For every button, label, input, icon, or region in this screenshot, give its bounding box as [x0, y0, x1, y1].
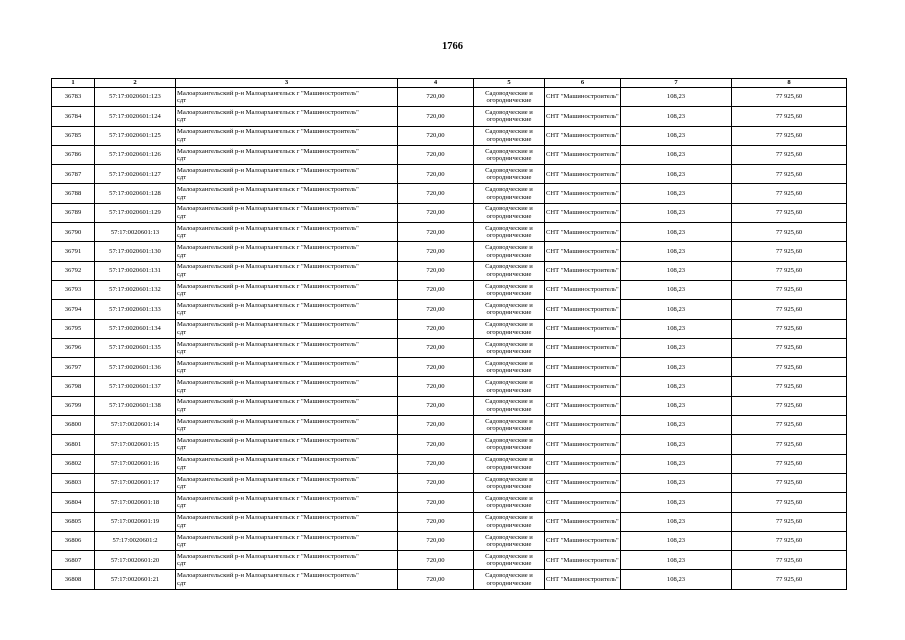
cadastral-number-cell: 57:17:0020601:126 — [95, 145, 176, 164]
land-use-category-cell: Садоводческие и огороднические — [474, 473, 545, 492]
row-number-cell: 36786 — [52, 145, 95, 164]
area-cell: 720,00 — [398, 473, 474, 492]
cadastral-value-cell: 77 925,60 — [732, 512, 847, 531]
cadastral-value-cell: 77 925,60 — [732, 377, 847, 396]
row-number-cell: 36803 — [52, 473, 95, 492]
address-text: Малоархангельский р-н Малоархангельск г "Машиностроитель" — [177, 147, 359, 155]
address-cell — [176, 454, 398, 473]
address-cell — [176, 88, 398, 107]
land-use-category-cell: Садоводческие и огороднические — [474, 396, 545, 415]
land-use-category-cell: Садоводческие и огороднические — [474, 319, 545, 338]
address-cell — [176, 493, 398, 512]
land-use-category-cell: Садоводческие и огороднические — [474, 570, 545, 589]
rate-cell: 108,23 — [621, 280, 732, 299]
organization-cell: СНТ "Машиностроитель" — [545, 300, 621, 319]
address-text: Малоархангельский р-н Малоархангельск г "Машиностроитель" — [177, 340, 359, 348]
table-row — [52, 338, 847, 357]
address-suffix: сдт — [177, 135, 187, 143]
address-suffix: сдт — [177, 116, 187, 124]
cadastral-number-cell: 57:17:0020601:135 — [95, 338, 176, 357]
rate-cell: 108,23 — [621, 396, 732, 415]
table-row — [52, 126, 847, 145]
address-suffix: сдт — [177, 483, 187, 491]
area-cell: 720,00 — [398, 435, 474, 454]
table-row — [52, 570, 847, 589]
organization-cell: СНТ "Машиностроитель" — [545, 531, 621, 550]
organization-cell: СНТ "Машиностроитель" — [545, 377, 621, 396]
address-text: Малоархангельский р-н Малоархангельск г "Машиностроитель" — [177, 514, 359, 522]
address-text: Малоархангельский р-н Малоархангельск г "Машиностроитель" — [177, 321, 359, 329]
rate-cell: 108,23 — [621, 416, 732, 435]
address-cell — [176, 319, 398, 338]
row-number-cell: 36805 — [52, 512, 95, 531]
address-suffix: сдт — [177, 425, 187, 433]
land-use-category-cell: Садоводческие и огороднические — [474, 416, 545, 435]
cadastral-number-cell: 57:17:0020601:123 — [95, 88, 176, 107]
cadastral-number-cell: 57:17:0020601:131 — [95, 261, 176, 280]
organization-cell: СНТ "Машиностроитель" — [545, 570, 621, 589]
rate-cell: 108,23 — [621, 358, 732, 377]
address-text: Малоархангельский р-н Малоархангельск г "Машиностроитель" — [177, 301, 359, 309]
cadastral-number-cell: 57:17:0020601:21 — [95, 570, 176, 589]
table-row — [52, 531, 847, 550]
address-cell — [176, 416, 398, 435]
address-text: Малоархангельский р-н Малоархангельск г "Машиностроитель" — [177, 224, 359, 232]
address-text: Малоархангельский р-н Малоархангельск г "Машиностроитель" — [177, 166, 359, 174]
land-use-category-cell: Садоводческие и огороднические — [474, 377, 545, 396]
organization-cell: СНТ "Машиностроитель" — [545, 223, 621, 242]
rate-cell: 108,23 — [621, 338, 732, 357]
organization-cell: СНТ "Машиностроитель" — [545, 126, 621, 145]
area-cell: 720,00 — [398, 319, 474, 338]
cadastral-number-cell: 57:17:0020601:134 — [95, 319, 176, 338]
address-text: Малоархангельский р-н Малоархангельск г "Машиностроитель" — [177, 244, 359, 252]
row-number-cell: 36800 — [52, 416, 95, 435]
table-body — [52, 88, 847, 590]
table-row — [52, 107, 847, 126]
table-row — [52, 261, 847, 280]
organization-cell: СНТ "Машиностроитель" — [545, 242, 621, 261]
land-use-category-cell: Садоводческие и огороднические — [474, 223, 545, 242]
rate-cell: 108,23 — [621, 126, 732, 145]
land-use-category-cell: Садоводческие и огороднические — [474, 242, 545, 261]
cadastral-value-cell: 77 925,60 — [732, 319, 847, 338]
cadastral-value-cell: 77 925,60 — [732, 107, 847, 126]
rate-cell: 108,23 — [621, 551, 732, 570]
organization-cell: СНТ "Машиностроитель" — [545, 145, 621, 164]
rate-cell: 108,23 — [621, 473, 732, 492]
address-text: Малоархангельский р-н Малоархангельск г "Машиностроитель" — [177, 398, 359, 406]
rate-cell: 108,23 — [621, 184, 732, 203]
organization-cell: СНТ "Машиностроитель" — [545, 319, 621, 338]
row-number-cell: 36788 — [52, 184, 95, 203]
cadastral-value-cell: 77 925,60 — [732, 165, 847, 184]
land-use-category-cell: Садоводческие и огороднические — [474, 512, 545, 531]
rate-cell: 108,23 — [621, 493, 732, 512]
rate-cell: 108,23 — [621, 319, 732, 338]
address-cell — [176, 473, 398, 492]
cadastral-number-cell: 57:17:0020601:15 — [95, 435, 176, 454]
area-cell: 720,00 — [398, 223, 474, 242]
address-text: Малоархангельский р-н Малоархангельск г "Машиностроитель" — [177, 186, 359, 194]
address-cell — [176, 184, 398, 203]
cadastral-number-cell: 57:17:0020601:138 — [95, 396, 176, 415]
address-text: Малоархангельский р-н Малоархангельск г "Машиностроитель" — [177, 552, 359, 560]
address-cell — [176, 203, 398, 222]
row-number-cell: 36791 — [52, 242, 95, 261]
header-cell: 7 — [621, 79, 732, 88]
area-cell: 720,00 — [398, 280, 474, 299]
cadastral-value-cell: 77 925,60 — [732, 358, 847, 377]
address-cell — [176, 377, 398, 396]
address-cell — [176, 145, 398, 164]
cadastral-number-cell: 57:17:0020601:13 — [95, 223, 176, 242]
table-row — [52, 280, 847, 299]
header-row — [52, 79, 847, 88]
area-cell: 720,00 — [398, 416, 474, 435]
address-cell — [176, 358, 398, 377]
address-suffix: сдт — [177, 463, 187, 471]
row-number-cell: 36808 — [52, 570, 95, 589]
land-use-category-cell: Садоводческие и огороднические — [474, 107, 545, 126]
land-use-category-cell: Садоводческие и огороднические — [474, 145, 545, 164]
row-number-cell: 36795 — [52, 319, 95, 338]
cadastral-value-cell: 77 925,60 — [732, 300, 847, 319]
row-number-cell: 36796 — [52, 338, 95, 357]
table-row — [52, 88, 847, 107]
cadastral-number-cell: 57:17:0020601:137 — [95, 377, 176, 396]
cadastral-number-cell: 57:17:0020601:128 — [95, 184, 176, 203]
address-cell — [176, 512, 398, 531]
area-cell: 720,00 — [398, 145, 474, 164]
page-number: 1766 — [442, 41, 463, 52]
organization-cell: СНТ "Машиностроитель" — [545, 280, 621, 299]
row-number-cell: 36798 — [52, 377, 95, 396]
address-cell — [176, 242, 398, 261]
address-suffix: сдт — [177, 290, 187, 298]
address-suffix: сдт — [177, 232, 187, 240]
land-use-category-cell: Садоводческие и огороднические — [474, 435, 545, 454]
header-cell: 8 — [732, 79, 847, 88]
cadastral-number-cell: 57:17:0020601:2 — [95, 531, 176, 550]
rate-cell: 108,23 — [621, 512, 732, 531]
cadastral-number-cell: 57:17:0020601:127 — [95, 165, 176, 184]
row-number-cell: 36783 — [52, 88, 95, 107]
address-cell — [176, 126, 398, 145]
table-row — [52, 454, 847, 473]
area-cell: 720,00 — [398, 377, 474, 396]
row-number-cell: 36789 — [52, 203, 95, 222]
area-cell: 720,00 — [398, 551, 474, 570]
address-suffix: сдт — [177, 328, 187, 336]
address-text: Малоархангельский р-н Малоархангельск г "Машиностроитель" — [177, 205, 359, 213]
address-suffix: сдт — [177, 174, 187, 182]
organization-cell: СНТ "Машиностроитель" — [545, 435, 621, 454]
address-text: Малоархангельский р-н Малоархангельск г "Машиностроитель" — [177, 109, 359, 116]
cadastral-number-cell: 57:17:0020601:14 — [95, 416, 176, 435]
rate-cell: 108,23 — [621, 377, 732, 396]
cadastral-value-cell: 77 925,60 — [732, 531, 847, 550]
organization-cell: СНТ "Машиностроитель" — [545, 416, 621, 435]
row-number-cell: 36787 — [52, 165, 95, 184]
cadastral-value-cell: 77 925,60 — [732, 184, 847, 203]
table-row — [52, 551, 847, 570]
table-row — [52, 300, 847, 319]
area-cell: 720,00 — [398, 203, 474, 222]
row-number-cell: 36784 — [52, 107, 95, 126]
cadastral-number-cell: 57:17:0020601:132 — [95, 280, 176, 299]
cadastral-number-cell: 57:17:0020601:124 — [95, 107, 176, 126]
rate-cell: 108,23 — [621, 570, 732, 589]
cadastral-value-cell: 77 925,60 — [732, 473, 847, 492]
table-row — [52, 184, 847, 203]
land-use-category-cell: Садоводческие и огороднические — [474, 551, 545, 570]
cadastral-number-cell: 57:17:0020601:133 — [95, 300, 176, 319]
land-use-category-cell: Садоводческие и огороднические — [474, 203, 545, 222]
land-use-category-cell: Садоводческие и огороднические — [474, 493, 545, 512]
cadastral-number-cell: 57:17:0020601:20 — [95, 551, 176, 570]
header-cell: 5 — [474, 79, 545, 88]
address-cell — [176, 551, 398, 570]
organization-cell: СНТ "Машиностроитель" — [545, 358, 621, 377]
cadastral-value-cell: 77 925,60 — [732, 338, 847, 357]
address-suffix: сдт — [177, 521, 187, 529]
organization-cell: СНТ "Машиностроитель" — [545, 338, 621, 357]
cadastral-number-cell: 57:17:0020601:136 — [95, 358, 176, 377]
address-suffix: сдт — [177, 309, 187, 317]
table-row — [52, 377, 847, 396]
address-cell — [176, 396, 398, 415]
address-text: Малоархангельский р-н Малоархангельск г "Машиностроитель" — [177, 263, 359, 271]
address-cell — [176, 261, 398, 280]
table-row — [52, 319, 847, 338]
row-number-cell: 36785 — [52, 126, 95, 145]
rate-cell: 108,23 — [621, 107, 732, 126]
address-suffix: сдт — [177, 502, 187, 510]
table-row — [52, 165, 847, 184]
cadastral-number-cell: 57:17:0020601:125 — [95, 126, 176, 145]
table-row — [52, 512, 847, 531]
organization-cell: СНТ "Машиностроитель" — [545, 454, 621, 473]
cadastral-value-cell: 77 925,60 — [732, 435, 847, 454]
cadastral-value-cell: 77 925,60 — [732, 261, 847, 280]
address-suffix: сдт — [177, 193, 187, 201]
organization-cell: СНТ "Машиностроитель" — [545, 107, 621, 126]
organization-cell: СНТ "Машиностроитель" — [545, 165, 621, 184]
cadastral-value-cell: 77 925,60 — [732, 145, 847, 164]
land-use-category-cell: Садоводческие и огороднические — [474, 300, 545, 319]
table-row — [52, 416, 847, 435]
table-row — [52, 242, 847, 261]
address-cell — [176, 531, 398, 550]
header-cell: 4 — [398, 79, 474, 88]
area-cell: 720,00 — [398, 261, 474, 280]
row-number-cell: 36792 — [52, 261, 95, 280]
rate-cell: 108,23 — [621, 145, 732, 164]
address-cell — [176, 300, 398, 319]
row-number-cell: 36794 — [52, 300, 95, 319]
land-use-category-cell: Садоводческие и огороднические — [474, 338, 545, 357]
address-cell — [176, 165, 398, 184]
header-cell: 3 — [176, 79, 398, 88]
organization-cell: СНТ "Машиностроитель" — [545, 493, 621, 512]
rate-cell: 108,23 — [621, 435, 732, 454]
cadastral-value-cell: 77 925,60 — [732, 126, 847, 145]
cadastral-number-cell: 57:17:0020601:130 — [95, 242, 176, 261]
row-number-cell: 36790 — [52, 223, 95, 242]
address-text: Малоархангельский р-н Малоархангельск г "Машиностроитель" — [177, 494, 359, 502]
land-use-category-cell: Садоводческие и огороднические — [474, 358, 545, 377]
cadastral-value-cell: 77 925,60 — [732, 493, 847, 512]
address-cell — [176, 435, 398, 454]
land-use-category-cell: Садоводческие и огороднические — [474, 88, 545, 107]
cadastral-value-cell: 77 925,60 — [732, 570, 847, 589]
address-text: Малоархангельский р-н Малоархангельск г "Машиностроитель" — [177, 572, 359, 580]
address-cell — [176, 570, 398, 589]
rate-cell: 108,23 — [621, 454, 732, 473]
cadastral-value-cell: 77 925,60 — [732, 416, 847, 435]
cadastral-number-cell: 57:17:0020601:17 — [95, 473, 176, 492]
table-row — [52, 203, 847, 222]
row-number-cell: 36797 — [52, 358, 95, 377]
cadastral-value-cell: 77 925,60 — [732, 88, 847, 107]
row-number-cell: 36799 — [52, 396, 95, 415]
land-use-category-cell: Садоводческие и огороднические — [474, 454, 545, 473]
cadastral-number-cell: 57:17:0020601:129 — [95, 203, 176, 222]
row-number-cell: 36802 — [52, 454, 95, 473]
address-suffix: сдт — [177, 97, 187, 105]
table-row — [52, 493, 847, 512]
land-use-category-cell: Садоводческие и огороднические — [474, 531, 545, 550]
land-use-category-cell: Садоводческие и огороднические — [474, 126, 545, 145]
address-cell — [176, 338, 398, 357]
land-use-category-cell: Садоводческие и огороднические — [474, 184, 545, 203]
rate-cell: 108,23 — [621, 203, 732, 222]
land-use-category-cell: Садоводческие и огороднические — [474, 280, 545, 299]
address-text: Малоархангельский р-н Малоархангельск г "Машиностроитель" — [177, 379, 359, 387]
area-cell: 720,00 — [398, 454, 474, 473]
cadastral-value-cell: 77 925,60 — [732, 223, 847, 242]
table-row — [52, 145, 847, 164]
area-cell: 720,00 — [398, 88, 474, 107]
organization-cell: СНТ "Машиностроитель" — [545, 512, 621, 531]
table-row — [52, 358, 847, 377]
land-use-category-cell: Садоводческие и огороднические — [474, 261, 545, 280]
table-row — [52, 435, 847, 454]
rate-cell: 108,23 — [621, 242, 732, 261]
address-suffix: сдт — [177, 405, 187, 413]
cadastral-value-cell: 77 925,60 — [732, 242, 847, 261]
area-cell: 720,00 — [398, 107, 474, 126]
cadastral-value-cell: 77 925,60 — [732, 203, 847, 222]
area-cell: 720,00 — [398, 358, 474, 377]
area-cell: 720,00 — [398, 512, 474, 531]
address-text: Малоархангельский р-н Малоархангельск г "Машиностроитель" — [177, 359, 359, 367]
address-suffix: сдт — [177, 444, 187, 452]
address-suffix: сдт — [177, 212, 187, 220]
area-cell: 720,00 — [398, 184, 474, 203]
area-cell: 720,00 — [398, 338, 474, 357]
organization-cell: СНТ "Машиностроитель" — [545, 184, 621, 203]
address-text: Малоархангельский р-н Малоархангельск г "Машиностроитель" — [177, 475, 359, 483]
row-number-cell: 36801 — [52, 435, 95, 454]
address-text: Малоархангельский р-н Малоархангельск г "Машиностроитель" — [177, 417, 359, 425]
organization-cell: СНТ "Машиностроитель" — [545, 551, 621, 570]
cadastral-number-cell: 57:17:0020601:18 — [95, 493, 176, 512]
registry-table — [51, 78, 847, 590]
header-cell: 1 — [52, 79, 95, 88]
address-text: Малоархангельский р-н Малоархангельск г "Машиностроитель" — [177, 128, 359, 136]
address-text: Малоархангельский р-н Малоархангельск г "Машиностроитель" — [177, 282, 359, 290]
address-suffix: сдт — [177, 579, 187, 587]
table-row — [52, 223, 847, 242]
organization-cell: СНТ "Машиностроитель" — [545, 473, 621, 492]
header-cell: 2 — [95, 79, 176, 88]
organization-cell: СНТ "Машиностроитель" — [545, 261, 621, 280]
row-number-cell: 36793 — [52, 280, 95, 299]
address-cell — [176, 223, 398, 242]
address-text: Малоархангельский р-н Малоархангельск г "Машиностроитель" — [177, 456, 359, 464]
land-use-category-cell: Садоводческие и огороднические — [474, 165, 545, 184]
table-row — [52, 473, 847, 492]
address-suffix: сдт — [177, 155, 187, 163]
organization-cell: СНТ "Машиностроитель" — [545, 396, 621, 415]
address-suffix: сдт — [177, 560, 187, 568]
table-row — [52, 396, 847, 415]
address-text: Малоархангельский р-н Малоархангельск г "Машиностроитель" — [177, 533, 359, 541]
address-cell — [176, 107, 398, 126]
address-suffix: сдт — [177, 386, 187, 394]
area-cell: 720,00 — [398, 300, 474, 319]
organization-cell: СНТ "Машиностроитель" — [545, 203, 621, 222]
rate-cell: 108,23 — [621, 223, 732, 242]
address-suffix: сдт — [177, 270, 187, 278]
rate-cell: 108,23 — [621, 531, 732, 550]
area-cell: 720,00 — [398, 242, 474, 261]
rate-cell: 108,23 — [621, 261, 732, 280]
area-cell: 720,00 — [398, 570, 474, 589]
address-text: Малоархангельский р-н Малоархангельск г "Машиностроитель" — [177, 89, 359, 97]
rate-cell: 108,23 — [621, 165, 732, 184]
row-number-cell: 36804 — [52, 493, 95, 512]
cadastral-value-cell: 77 925,60 — [732, 396, 847, 415]
cadastral-value-cell: 77 925,60 — [732, 551, 847, 570]
address-suffix: сдт — [177, 348, 187, 355]
organization-cell: СНТ "Машиностроитель" — [545, 88, 621, 107]
address-suffix: сдт — [177, 367, 187, 375]
cadastral-value-cell: 77 925,60 — [732, 280, 847, 299]
cadastral-value-cell: 77 925,60 — [732, 454, 847, 473]
address-text: Малоархангельский р-н Малоархангельск г "Машиностроитель" — [177, 437, 359, 445]
area-cell: 720,00 — [398, 126, 474, 145]
row-number-cell: 36806 — [52, 531, 95, 550]
address-suffix: сдт — [177, 540, 187, 548]
cadastral-number-cell: 57:17:0020601:19 — [95, 512, 176, 531]
cadastral-number-cell: 57:17:0020601:16 — [95, 454, 176, 473]
address-cell — [176, 280, 398, 299]
rate-cell: 108,23 — [621, 300, 732, 319]
area-cell: 720,00 — [398, 396, 474, 415]
area-cell: 720,00 — [398, 165, 474, 184]
area-cell: 720,00 — [398, 493, 474, 512]
address-suffix: сдт — [177, 251, 187, 259]
rate-cell: 108,23 — [621, 88, 732, 107]
area-cell: 720,00 — [398, 531, 474, 550]
row-number-cell: 36807 — [52, 551, 95, 570]
header-cell: 6 — [545, 79, 621, 88]
